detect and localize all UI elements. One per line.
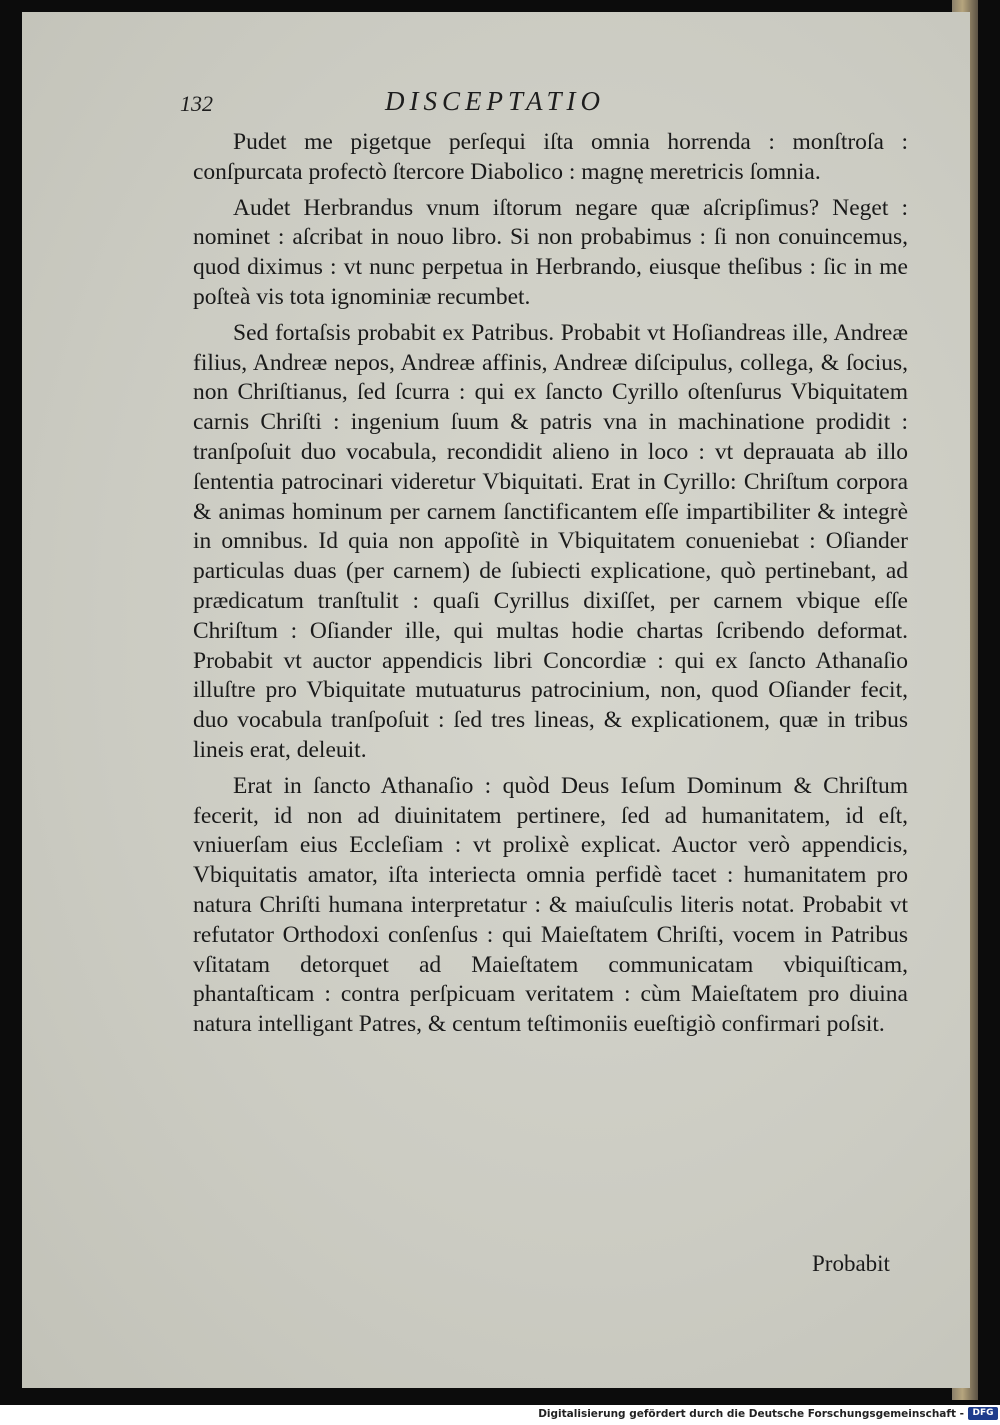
paragraph-4: Erat in ſancto Athanaſio : quòd Deus Ieſum Dominum & Chriſtum fecerit, id non ad diuinitatem pertinere, ſed ad humanitatem, id eſt, vniuerſam eius Eccleſiam : vt prolixè explicat. Auctor verò appendicis, Vbiquitatis amator, iſta interiecta omnia perfidè tacet : humanitatem pro natura Chriſti humana interpretatur : & maiuſculis literis notat. Probabit vt refutator Orthodoxi conſenſus : qui Maieſtatem Chriſti, vocem in Patribus vſitatam detorquet ad Maieſtatem communicatam vbiquiſticam, phantaſticam : contra perſpicuam veritatem : cùm Maieſtatem pro diuina natura intelligant Patres, & centum teſtimoniis eueſtigiò confirmari poſsit. bbox=[193, 772, 908, 1038]
dfg-logo: DFG bbox=[968, 1407, 998, 1420]
body-text bbox=[193, 128, 908, 1046]
footer-credit: Digitalisierung gefördert durch die Deutsche Forschungsgemeinschaft - bbox=[538, 1408, 964, 1420]
catchword: Probabit bbox=[812, 1251, 890, 1276]
running-head: DISCEPTATIO bbox=[385, 86, 605, 116]
paragraph-1: Pudet me pigetque perſequi iſta omnia horrenda : monſtroſa : conſpurcata profectò ſtercore Diabolico : magnę meretricis ſomnia. bbox=[193, 129, 908, 185]
page-number: 132 bbox=[180, 91, 213, 116]
paragraph-2: Audet Herbrandus vnum iſtorum negare quæ aſcripſimus? Neget : nominet : aſcribat in nouo libro. Si non probabimus : ſi non conuincemus, quod diximus : vt nunc perpetua in Herbrando, eiusque theſibus : ſic in me poſteà vis tota ignominiæ recumbet. bbox=[193, 194, 908, 310]
paragraph-3: Sed fortaſsis probabit ex Patribus. Probabit vt Hoſiandreas ille, Andreæ filius, Andreæ nepos, Andreæ affinis, Andreæ diſcipulus, collega, & ſocius, non Chriſtianus, ſed ſcurra : qui ex ſancto Cyrillo oſtenſurus Vbiquitatem carnis Chriſti : ingenium ſuum & patris vna in machinatione prodidit : tranſpoſuit duo vocabula, recondidit alieno in loco : vt deprauata ab illo ſententia patrocinari videretur Vbiquitati. Erat in Cyrillo: Chriſtum corpora & animas hominum per carnem ſanctificantem eſſe impartibiliter & integrè in omnibus. Id quia non appoſitè in Vbiquitatem conueniebat : Oſiander particulas duas (per carnem) de ſubiecti explicatione, quò pertinebant, ad prædicatum tranſtulit : quaſi Cyrillus dixiſſet, per carnem vbique eſſe Chriſtum : Oſiander ille, qui multas hodie chartas ſcribendo deformat. Probabit vt auctor appendicis libri Concordiæ : qui ex ſancto Athanaſio illuſtre pro Vbiquitate mutuaturus patrocinium, non, quod Oſiander fecit, duo vocabula tranſpoſuit : ſed tres lineas, & explicationem, quæ in tribus lineis erat, deleuit. bbox=[193, 319, 908, 763]
